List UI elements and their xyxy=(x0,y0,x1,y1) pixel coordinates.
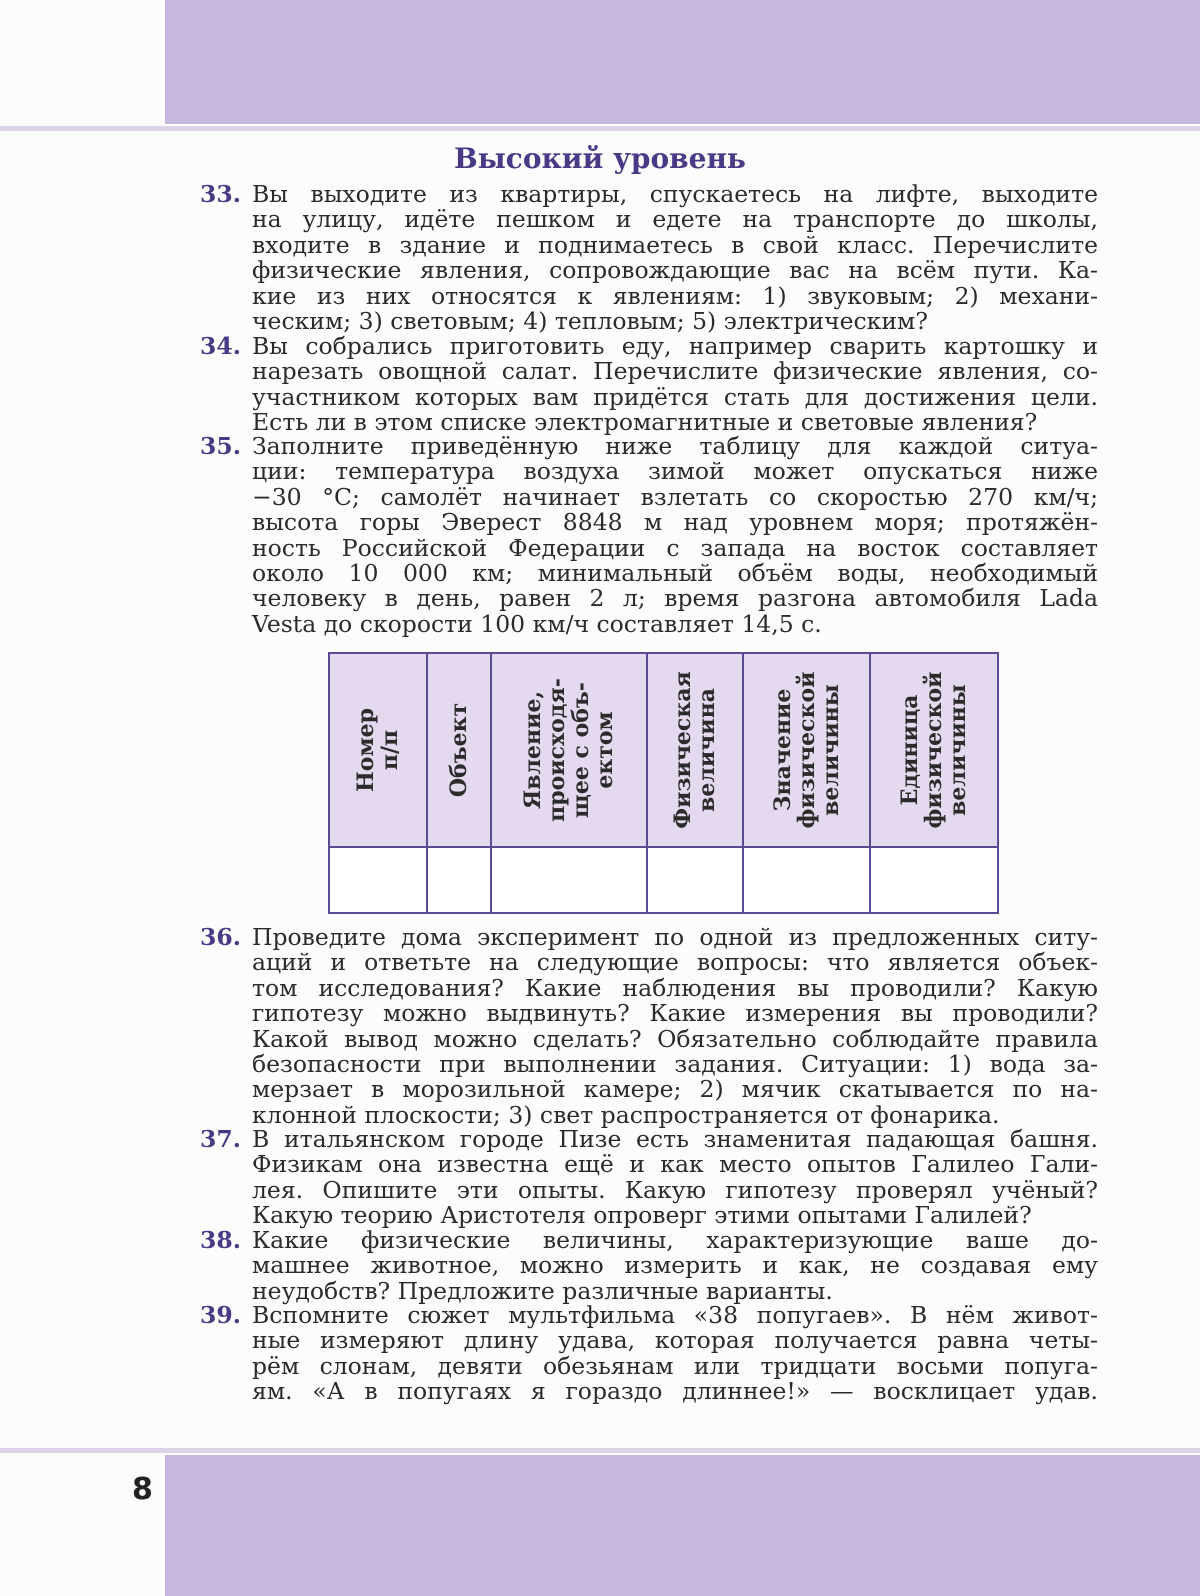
table-header-object xyxy=(427,653,491,847)
task-line: Вы выходите из квартиры, спускаетесь на лифте, выходите xyxy=(252,180,1098,208)
task-line: Проведите дома эксперимент по одной из предложенных ситу- xyxy=(252,923,1098,951)
task-39 xyxy=(200,1303,1098,1405)
task-37 xyxy=(200,1127,1098,1229)
task-line: ям. «А в попугаях я гораздо длиннее!» — восклицает удав. xyxy=(252,1377,1098,1406)
task-line: ность Российской Федерации с запада на восток составляет xyxy=(252,533,1098,562)
header-text: происходя- xyxy=(544,678,570,822)
task-number: 38. xyxy=(200,1226,241,1254)
task-number: 36. xyxy=(200,923,241,951)
header-text: Объект xyxy=(446,702,472,798)
bottom-decor-band xyxy=(165,1455,1200,1596)
task-line: ческим; 3) световым; 4) тепловым; 5) электрическим? xyxy=(252,307,928,336)
page-number: 8 xyxy=(132,1472,153,1507)
header-text: величины xyxy=(817,684,844,816)
task-line: −30 °С; самолёт начинает взлетать со скоростью 270 км/ч; xyxy=(252,482,1098,511)
table-cell xyxy=(329,847,427,913)
task-34 xyxy=(200,334,1098,436)
header-text: Физическая xyxy=(670,671,696,829)
task-line: лея. Опишите эти опыты. Какую гипотезу проверял учёный? xyxy=(252,1175,1098,1204)
task-line: высота горы Эверест 8848 м над уровнем моря; протяжён- xyxy=(252,508,1098,537)
header-text: Номер xyxy=(353,708,379,792)
header-text: величина xyxy=(694,688,720,812)
task-line: кие из них относятся к явлениям: 1) звуковым; 2) механи- xyxy=(252,281,1098,310)
task-line: клонной плоскости; 3) свет распространяется от фонарика. xyxy=(252,1100,1000,1129)
task-number: 39. xyxy=(200,1301,241,1329)
table-row xyxy=(329,847,998,913)
header-text: Явление, xyxy=(520,690,546,810)
table-cell xyxy=(491,847,647,913)
task-line: аций и ответьте на следующие вопросы: что является объек- xyxy=(252,948,1098,977)
bottom-divider xyxy=(0,1448,1200,1453)
table-header-phenomenon xyxy=(491,653,647,847)
task-36 xyxy=(200,925,1098,1128)
task-line: человеку в день, равен 2 л; время разгона автомобиля Lada xyxy=(252,584,1098,613)
header-text: величины xyxy=(945,684,971,816)
task-line: Какие физические величины, характеризующие ваше до- xyxy=(252,1226,1098,1254)
task-line: физические явления, сопровождающие вас на всём пути. Ка- xyxy=(252,256,1098,285)
task-line: гипотезу можно выдвинуть? Какие измерения вы проводили? xyxy=(252,999,1098,1028)
task-number: 34. xyxy=(200,332,241,360)
table-cell xyxy=(743,847,870,913)
header-text: физической xyxy=(793,671,820,829)
section-title: Высокий уровень xyxy=(454,142,746,175)
task-line: том исследования? Какие наблюдения вы проводили? Какую xyxy=(252,973,1098,1002)
table-header-value xyxy=(743,653,870,847)
task-line: входите в здание и поднимаетесь в свой класс. Перечислите xyxy=(252,230,1098,259)
task-line: Vesta до скорости 100 км/ч составляет 14,5 с. xyxy=(252,609,822,638)
table-cell xyxy=(870,847,998,913)
task-line: участником которых вам придётся стать для достижения цели. xyxy=(252,382,1098,411)
task-number: 33. xyxy=(200,180,241,208)
task-line: безопасности при выполнении задания. Ситуации: 1) вода за- xyxy=(252,1050,1098,1079)
task-line: Есть ли в этом списке электромагнитные и световые явления? xyxy=(252,408,1038,437)
header-text: Значение xyxy=(769,688,796,812)
task-line: Вспомните сюжет мультфильма «38 попугаев». В нём живот- xyxy=(252,1301,1098,1329)
table-header-row xyxy=(329,653,998,847)
task-33 xyxy=(200,182,1098,334)
header-text: щее с объ- xyxy=(568,682,594,818)
table-cell xyxy=(647,847,743,913)
table-header-unit xyxy=(870,653,998,847)
top-divider xyxy=(0,126,1200,131)
top-decor-band xyxy=(165,0,1200,124)
table-cell xyxy=(427,847,491,913)
quantities-table xyxy=(328,652,999,914)
task-line: Вы собрались приготовить еду, например сварить картошку и xyxy=(252,332,1098,360)
task-line: мерзает в морозильной камере; 2) мячик скатывается по на- xyxy=(252,1075,1098,1104)
header-text: ектом xyxy=(592,711,618,789)
task-line: ции: температура воздуха зимой может опускаться ниже xyxy=(252,457,1098,486)
task-38 xyxy=(200,1228,1098,1304)
header-text: Единица xyxy=(897,694,923,806)
task-line: неудобств? Предложите различные варианты. xyxy=(252,1276,833,1305)
task-line: нарезать овощной салат. Перечислите физические явления, со- xyxy=(252,357,1098,386)
task-line: машнее животное, можно измерить и как, не создавая ему xyxy=(252,1251,1098,1280)
task-line: рём слонам, девяти обезьянам или тридцати восьми попуга- xyxy=(252,1351,1098,1380)
task-line: Физикам она известна ещё и как место опытов Галилео Гали- xyxy=(252,1150,1098,1179)
task-line: Заполните приведённую ниже таблицу для каждой ситуа- xyxy=(252,432,1098,460)
task-number: 37. xyxy=(200,1125,241,1153)
task-line: Какой вывод можно сделать? Обязательно соблюдайте правила xyxy=(252,1024,1098,1053)
task-line: В итальянском городе Пизе есть знаменитая падающая башня. xyxy=(252,1125,1098,1153)
task-line: на улицу, идёте пешком и едете на транспорте до школы, xyxy=(252,205,1098,234)
task-35 xyxy=(200,434,1098,637)
task-line: Какую теорию Аристотеля опроверг этими опытами Галилей? xyxy=(252,1201,1032,1230)
task-line: около 10 000 км; минимальный объём воды, необходимый xyxy=(252,559,1098,588)
table-header-number xyxy=(329,653,427,847)
task-number: 35. xyxy=(200,432,241,460)
task-line: ные измеряют длину удава, которая получается равна четы- xyxy=(252,1326,1098,1355)
header-text: физической xyxy=(921,671,947,829)
table-header-quantity xyxy=(647,653,743,847)
header-text: п/п xyxy=(377,729,403,771)
